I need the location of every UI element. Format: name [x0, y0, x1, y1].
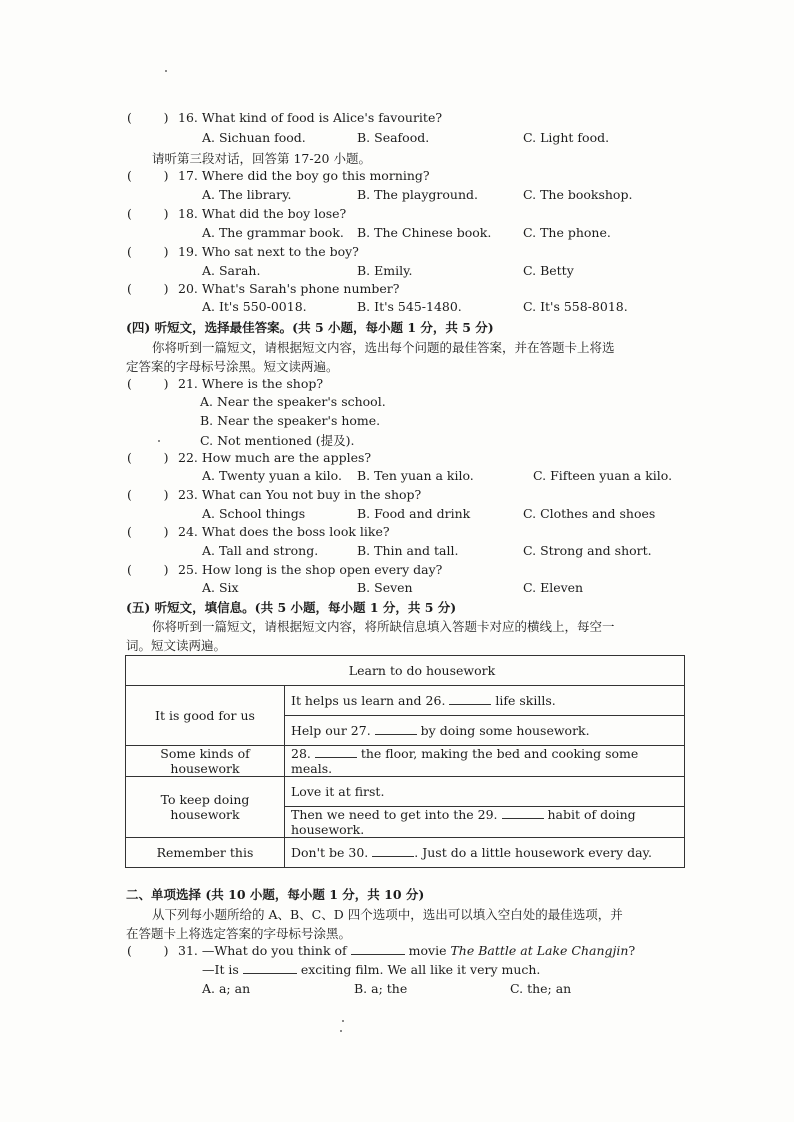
answer-bracket-21[interactable]: ( ): [127, 376, 169, 391]
q20-option-c[interactable]: C. It's 558-8018.: [523, 299, 628, 314]
q16-option-b[interactable]: B. Seafood.: [357, 130, 430, 145]
q19-option-b[interactable]: B. Emily.: [357, 263, 413, 278]
q16-option-a[interactable]: A. Sichuan food.: [202, 130, 306, 145]
blank-31b[interactable]: [243, 973, 297, 974]
answer-bracket-25[interactable]: ( ): [127, 562, 169, 577]
blank-30[interactable]: [372, 856, 414, 857]
part5-instruction-line2: 词。短文读两遍。: [126, 638, 227, 653]
q31-option-b[interactable]: B. a; the: [354, 981, 408, 996]
question-18-text: 18. What did the boy lose?: [178, 206, 347, 221]
question-19-text: 19. Who sat next to the boy?: [178, 244, 359, 259]
question-20-text: 20. What's Sarah's phone number?: [178, 281, 400, 296]
q20-option-a[interactable]: A. It's 550-0018.: [202, 299, 307, 314]
movie-title: The Battle at Lake Changjin: [450, 943, 629, 958]
answer-bracket-17[interactable]: ( ): [127, 168, 169, 183]
q16-option-c[interactable]: C. Light food.: [523, 130, 610, 145]
q25-option-a[interactable]: A. Six: [202, 580, 239, 595]
q24-option-b[interactable]: B. Thin and tall.: [357, 543, 459, 558]
q17-option-c[interactable]: C. The bookshop.: [523, 187, 633, 202]
q25-option-c[interactable]: C. Eleven: [523, 580, 584, 595]
row-label-keep-doing: To keep doing housework: [126, 777, 285, 838]
q21-option-c[interactable]: C. Not mentioned (提及).: [200, 433, 355, 448]
row-life-skills: It helps us learn and 26. life skills.: [285, 686, 685, 716]
answer-bracket-22[interactable]: ( ): [127, 450, 169, 465]
scan-speck: [342, 1020, 344, 1022]
question-16-text: 16. What kind of food is Alice's favourite?: [178, 110, 443, 125]
row-dont-be: Don't be 30. . Just do a little housework every day.: [285, 838, 685, 868]
blank-31a[interactable]: [351, 954, 405, 955]
answer-bracket-23[interactable]: ( ): [127, 487, 169, 502]
part4-heading: (四) 听短文，选择最佳答案。(共 5 小题，每小题 1 分，共 5 分): [126, 320, 494, 335]
q23-option-c[interactable]: C. Clothes and shoes: [523, 506, 656, 521]
part-two-instruction-line1: 从下列每小题所给的 A、B、C、D 四个选项中，选出可以填入空白处的最佳选项，并: [152, 907, 623, 922]
table-title: Learn to do housework: [126, 656, 685, 686]
q19-option-a[interactable]: A. Sarah.: [202, 263, 261, 278]
row-love-it: Love it at first.: [285, 777, 685, 807]
q19-option-c[interactable]: C. Betty: [523, 263, 574, 278]
q18-option-c[interactable]: C. The phone.: [523, 225, 611, 240]
answer-bracket-19[interactable]: ( ): [127, 244, 169, 259]
blank-28[interactable]: [315, 757, 357, 758]
q17-option-a[interactable]: A. The library.: [202, 187, 292, 202]
q21-option-b[interactable]: B. Near the speaker's home.: [200, 413, 381, 428]
question-17-text: 17. Where did the boy go this morning?: [178, 168, 430, 183]
q25-option-b[interactable]: B. Seven: [357, 580, 413, 595]
answer-bracket-20[interactable]: ( ): [127, 281, 169, 296]
question-22-text: 22. How much are the apples?: [178, 450, 372, 465]
blank-26[interactable]: [449, 704, 491, 705]
part-two-heading: 二、单项选择 (共 10 小题，每小题 1 分，共 10 分): [126, 887, 425, 902]
q20-option-b[interactable]: B. It's 545-1480.: [357, 299, 462, 314]
q17-option-b[interactable]: B. The playground.: [357, 187, 478, 202]
q23-option-b[interactable]: B. Food and drink: [357, 506, 471, 521]
housework-table: [125, 655, 685, 868]
row-label-good-for-us: It is good for us: [126, 686, 285, 746]
q18-option-a[interactable]: A. The grammar book.: [202, 225, 344, 240]
question-31-line2: —It is exciting film. We all like it very much.: [202, 962, 541, 977]
answer-bracket-31[interactable]: ( ): [127, 943, 169, 958]
q24-option-c[interactable]: C. Strong and short.: [523, 543, 652, 558]
q23-option-a[interactable]: A. School things: [202, 506, 306, 521]
q21-option-a[interactable]: A. Near the speaker's school.: [200, 394, 386, 409]
question-24-text: 24. What does the boss look like?: [178, 524, 390, 539]
q18-option-b[interactable]: B. The Chinese book.: [357, 225, 492, 240]
part-two-instruction-line2: 在答题卡上将选定答案的字母标号涂黑。: [126, 926, 352, 941]
question-31-line1: 31. —What do you think of movie The Battle at Lake Changjin?: [178, 943, 636, 958]
q22-option-a[interactable]: A. Twenty yuan a kilo.: [202, 468, 342, 483]
part4-instruction-line2: 定答案的字母标号涂黑。短文读两遍。: [126, 359, 339, 374]
row-get-into-habit: Then we need to get into the 29. habit of doing housework.: [285, 807, 685, 838]
question-21-text: 21. Where is the shop?: [178, 376, 324, 391]
row-help-our: Help our 27. by doing some housework.: [285, 716, 685, 746]
row-label-remember: Remember this: [126, 838, 285, 868]
q31-option-c[interactable]: C. the; an: [510, 981, 572, 996]
answer-bracket-18[interactable]: ( ): [127, 206, 169, 221]
row-kinds-of-housework: 28. the floor, making the bed and cooking some meals.: [285, 746, 685, 777]
blank-27[interactable]: [375, 734, 417, 735]
question-25-text: 25. How long is the shop open every day?: [178, 562, 443, 577]
q22-option-c[interactable]: C. Fifteen yuan a kilo.: [533, 468, 673, 483]
scan-speck: [340, 1030, 342, 1032]
question-23-text: 23. What can You not buy in the shop?: [178, 487, 422, 502]
blank-29[interactable]: [502, 818, 544, 819]
part5-instruction-line1: 你将听到一篇短文，请根据短文内容，将所缺信息填入答题卡对应的横线上，每空一: [152, 619, 615, 634]
q31-option-a[interactable]: A. a; an: [202, 981, 251, 996]
answer-bracket-16[interactable]: ( ): [127, 110, 169, 125]
q22-option-b[interactable]: B. Ten yuan a kilo.: [357, 468, 474, 483]
part5-heading: (五) 听短文，填信息。(共 5 小题，每小题 1 分，共 5 分): [126, 600, 457, 615]
q24-option-a[interactable]: A. Tall and strong.: [202, 543, 319, 558]
scan-speck: [165, 70, 167, 72]
row-label-kinds: Some kinds of housework: [126, 746, 285, 777]
part4-instruction-line1: 你将听到一篇短文，请根据短文内容，选出每个问题的最佳答案，并在答题卡上将选: [152, 340, 615, 355]
scan-speck: [158, 440, 160, 442]
instruction-17-20: 请听第三段对话，回答第 17-20 小题。: [152, 151, 371, 166]
answer-bracket-24[interactable]: ( ): [127, 524, 169, 539]
